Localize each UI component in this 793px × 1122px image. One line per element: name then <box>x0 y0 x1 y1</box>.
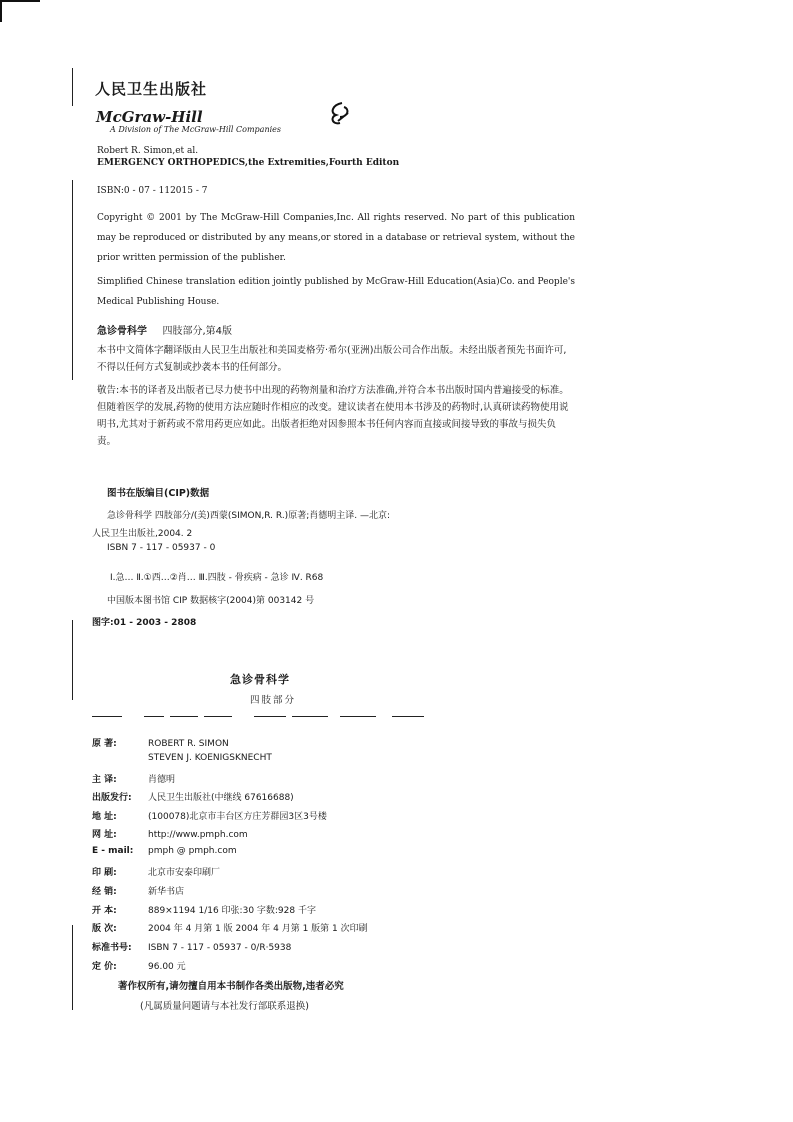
row-value: 新华书店 <box>148 887 185 897</box>
cip-line: Ⅰ.急… Ⅱ.①西…②肖… Ⅲ.四肢 - 骨疾病 - 急诊 Ⅳ. R68 <box>110 573 324 583</box>
colophon-book-title: 急诊骨科学 <box>230 673 290 686</box>
cip-heading: 图书在版编目(CIP)数据 <box>107 488 210 499</box>
warning-notice: 敬告:本书的译者及出版者已尽力使书中出现的药物剂量和治疗方法准确,并符合本书出版时国内普遍接受的标准。但随着医学的发展,药物的使用方法应随时作相应的改变。建议读者在使用本书涉及的药物时,认真研读药物使用说明书,尤其对于新药或不常用药更应如此。出版者拒绝对因参照本书任何内容而直接或间接导致的事故与损失负责。 <box>97 385 569 447</box>
page-corner-tick <box>0 0 2 22</box>
row-value: 96.00 元 <box>148 962 186 972</box>
colophon-row <box>92 940 291 953</box>
row-value: (100078)北京市丰台区方庄芳群园3区3号楼 <box>148 812 327 822</box>
gutter-line <box>72 925 73 1010</box>
row-label: 地 址: <box>92 812 117 822</box>
heading-subtitle: 四肢部分,第4版 <box>162 326 233 337</box>
rights-notice: 著作权所有,请勿擅自用本书制作各类出版物,违者必究 <box>118 981 344 992</box>
chinese-book-heading <box>97 322 232 337</box>
colophon-row <box>92 903 316 916</box>
chinese-notice: 本书中文简体字翻译版由人民卫生出版社和美国麦格劳·希尔(亚洲)出版公司合作出版。未经出版者预先书面许可,不得以任何方式复制或抄袭本书的任何部分。 <box>97 345 567 373</box>
cip-line: 中国版本图书馆 CIP 数据核字(2004)第 003142 号 <box>107 596 315 606</box>
page-corner-mark <box>0 0 40 2</box>
dashed-divider <box>92 716 424 718</box>
row-label: 版 次: <box>92 924 117 934</box>
row-value: 北京市安泰印刷厂 <box>148 868 221 878</box>
row-value: 肖德明 <box>148 775 176 785</box>
row-label: E - mail: <box>92 846 134 856</box>
colophon-row <box>92 921 368 934</box>
colophon-row <box>92 753 272 763</box>
row-label: 主 译: <box>92 775 117 785</box>
row-value: pmph @ pmph.com <box>148 846 237 856</box>
colophon-book-subtitle: 四肢部分 <box>250 695 297 706</box>
row-label: 印 刷: <box>92 868 117 878</box>
cip-line: 急诊骨科学 四肢部分/(美)西蒙(SIMON,R. R.)原著;肖德明主译. —北京: <box>107 511 390 521</box>
row-value: ROBERT R. SIMON <box>148 739 229 749</box>
original-isbn: ISBN:0 - 07 - 112015 - 7 <box>97 186 208 196</box>
quality-notice: (凡属质量问题请与本社发行部联系退换) <box>140 1001 309 1012</box>
colophon-row <box>92 772 175 785</box>
colophon-row <box>92 865 220 878</box>
cip-line: 图字:01 - 2003 - 2808 <box>92 618 197 628</box>
mcgraw-hill-mark-icon <box>328 101 352 131</box>
row-label: 网 址: <box>92 830 117 840</box>
row-label: 标准书号: <box>92 943 132 953</box>
translation-notice: Simplified Chinese translation edition jointly published by McGraw-Hill Education(Asia)Co. and People's Medical Publishing House. <box>97 277 575 307</box>
row-value: http://www.pmph.com <box>148 830 248 840</box>
english-title: EMERGENCY ORTHOPEDICS,the Extremities,Fourth Editon <box>97 158 400 168</box>
colophon-row <box>92 959 186 972</box>
mcgraw-hill-division: A Division of The McGraw-Hill Companies <box>110 125 281 134</box>
colophon-row <box>92 790 294 803</box>
colophon-row <box>92 736 229 749</box>
row-label: 出版发行: <box>92 793 132 803</box>
row-label: 定 价: <box>92 962 117 972</box>
colophon-row <box>92 809 327 822</box>
gutter-line <box>72 68 73 106</box>
row-value: ISBN 7 - 117 - 05937 - 0/R·5938 <box>148 943 292 953</box>
row-value: 889×1194 1/16 印张:30 字数:928 千字 <box>148 906 316 916</box>
publisher-name: 人民卫生出版社 <box>95 80 208 98</box>
row-value: 2004 年 4 月第 1 版 2004 年 4 月第 1 版第 1 次印刷 <box>148 924 368 934</box>
colophon-row <box>92 827 248 840</box>
row-label: 经 销: <box>92 887 117 897</box>
cip-line: ISBN 7 - 117 - 05937 - 0 <box>107 543 216 553</box>
heading-title: 急诊骨科学 <box>97 326 147 337</box>
gutter-line <box>72 620 73 700</box>
row-label: 开 本: <box>92 906 117 916</box>
row-label: 原 著: <box>92 739 117 749</box>
row-value: 人民卫生出版社(中继线 67616688) <box>148 793 294 803</box>
author-line: Robert R. Simon,et al. <box>97 146 199 156</box>
colophon-row <box>92 846 237 856</box>
mcgraw-hill-logo: McGraw-Hill <box>96 108 203 126</box>
copyright-notice: Copyright © 2001 by The McGraw-Hill Companies,Inc. All rights reserved. No part of this publication may be reproduced or distributed by any means,or stored in a database or retrieval system, without the prior written permission of the publisher. <box>97 213 575 263</box>
cip-line: 人民卫生出版社,2004. 2 <box>92 529 193 539</box>
gutter-line <box>72 180 73 380</box>
colophon-row <box>92 884 184 897</box>
row-value: STEVEN J. KOENIGSKNECHT <box>148 753 272 763</box>
